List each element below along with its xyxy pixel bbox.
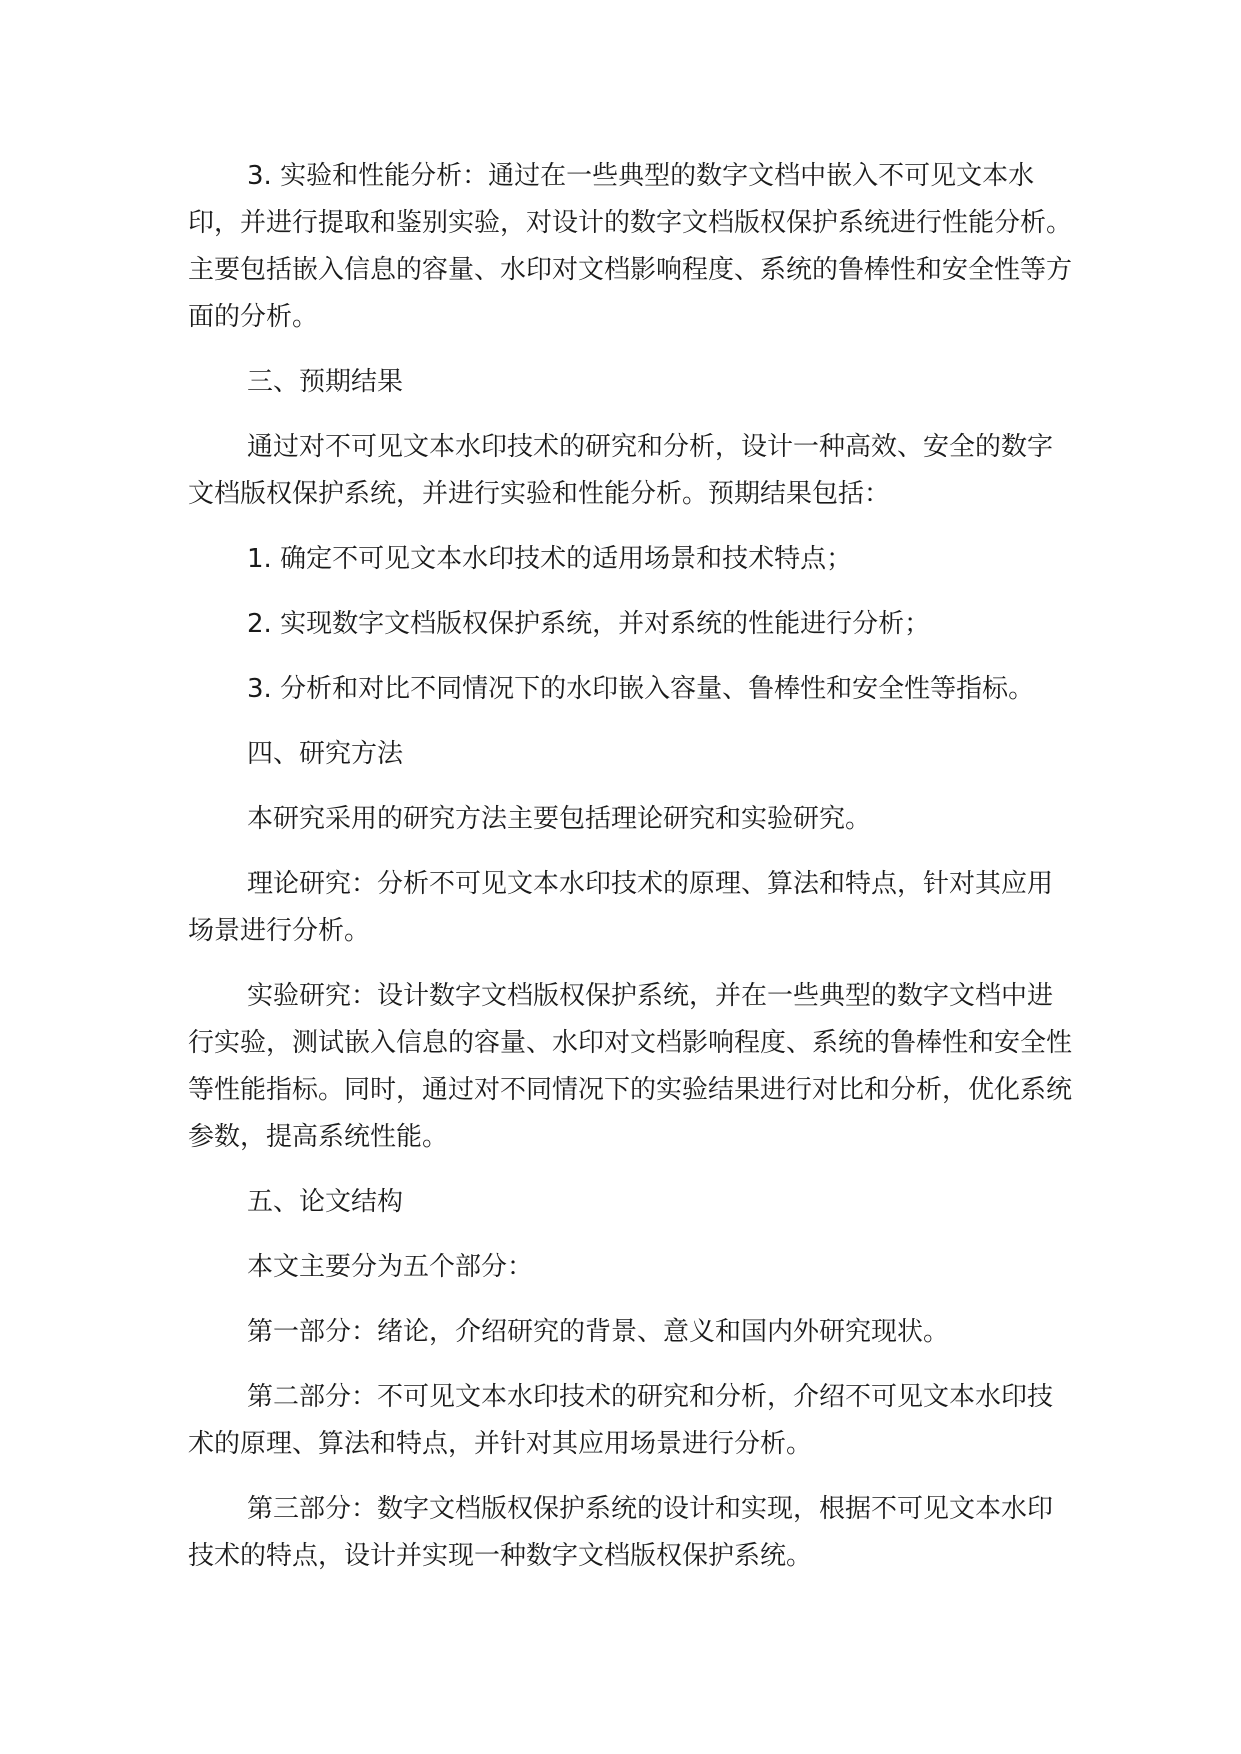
paragraph-structure-intro: 本文主要分为五个部分： (247, 1252, 534, 1282)
list-item-result-3: 3. 分析和对比不同情况下的水印嵌入容量、鲁棒性和安全性等指标。 (247, 674, 1035, 704)
list-item-result-2: 2. 实现数字文档版权保护系统，并对系统的性能进行分析； (247, 609, 931, 639)
paragraph-experiment-analysis: 3. 实验和性能分析：通过在一些典型的数字文档中嵌入不可见文本水印，并进行提取和鉴别实验，对设计的数字文档版权保护系统进行性能分析。主要包括嵌入信息的容量、水印对文档影响程度、系统的鲁棒性和安全性等方面的分析。 (188, 161, 1073, 332)
heading-research-methods: 四、研究方法 (247, 739, 404, 769)
document-body (188, 153, 1078, 1598)
paragraph-expected-intro: 通过对不可见文本水印技术的研究和分析，设计一种高效、安全的数字文档版权保护系统，并进行实验和性能分析。预期结果包括： (188, 432, 1054, 509)
paragraph-part-one: 第一部分：绪论，介绍研究的背景、意义和国内外研究现状。 (247, 1317, 950, 1347)
paragraph-theory-research: 理论研究：分析不可见文本水印技术的原理、算法和特点，针对其应用场景进行分析。 (188, 869, 1054, 946)
heading-expected-results: 三、预期结果 (247, 367, 404, 397)
heading-thesis-structure: 五、论文结构 (247, 1187, 404, 1217)
paragraph-experimental-research: 实验研究：设计数字文档版权保护系统，并在一些典型的数字文档中进行实验，测试嵌入信息的容量、水印对文档影响程度、系统的鲁棒性和安全性等性能指标。同时，通过对不同情况下的实验结果进行对比和分析，优化系统参数，提高系统性能。 (188, 981, 1073, 1152)
paragraph-methods-intro: 本研究采用的研究方法主要包括理论研究和实验研究。 (247, 804, 872, 834)
paragraph-part-two: 第二部分：不可见文本水印技术的研究和分析，介绍不可见文本水印技术的原理、算法和特点，并针对其应用场景进行分析。 (188, 1382, 1054, 1459)
list-item-result-1: 1. 确定不可见文本水印技术的适用场景和技术特点； (247, 544, 853, 574)
paragraph-part-three: 第三部分：数字文档版权保护系统的设计和实现，根据不可见文本水印技术的特点，设计并实现一种数字文档版权保护系统。 (188, 1494, 1054, 1571)
